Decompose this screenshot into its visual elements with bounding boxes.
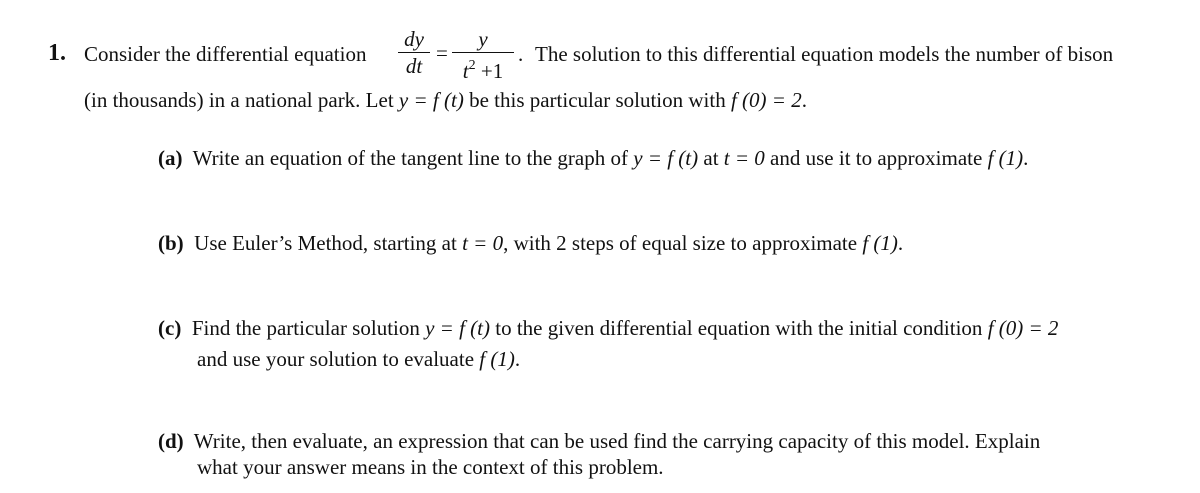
part-d	[158, 428, 1040, 454]
fraction-dy-dt-denominator: dt	[405, 54, 423, 78]
fraction-t2-plus-1-denominator	[452, 55, 514, 82]
part-c-text1: Find the particular solution	[191, 316, 426, 340]
math-y-equals-f-t: y = f (t)	[425, 316, 491, 340]
part-d-line-2	[197, 454, 664, 480]
part-a-label: (a)	[158, 146, 183, 170]
part-c-line2-text: and use your solution to evaluate	[197, 347, 480, 371]
line2-end: .	[801, 88, 807, 112]
line2-mid: be this particular solution with	[463, 88, 731, 112]
part-d-line2-text: what your answer means in the context of this problem.	[197, 455, 664, 479]
part-d-label: (d)	[158, 429, 184, 453]
math-t-equals-0: t = 0	[462, 231, 504, 255]
part-a-text4: .	[1023, 146, 1029, 170]
part-a	[158, 145, 1028, 171]
denominator-exponent: 2	[468, 58, 476, 73]
period: .	[518, 42, 524, 66]
part-b	[158, 230, 903, 256]
math-y-equals-f-t: y = f (t)	[398, 88, 464, 112]
problem-intro-part1: Consider the differential equation	[84, 42, 367, 66]
part-c	[158, 315, 1058, 341]
problem-number: 1.	[48, 40, 66, 66]
part-a-text1: Write an equation of the tangent line to the graph of	[192, 146, 634, 170]
fraction-dy-dt	[398, 28, 430, 77]
denominator-base: t	[462, 59, 469, 83]
part-c-label: (c)	[158, 316, 182, 340]
math-f-of-1: f (1)	[479, 347, 515, 371]
fraction-y-over-t2-plus-1	[452, 28, 514, 82]
part-d-text1: Write, then evaluate, an expression that can be used find the carrying capacity of this model. Explain	[193, 429, 1041, 453]
part-c-text2: to the given differential equation with the initial condition	[490, 316, 988, 340]
part-b-label: (b)	[158, 231, 184, 255]
part-b-text2: , with 2 steps of equal size to approximate	[503, 231, 863, 255]
fraction-bar	[398, 52, 430, 53]
fraction-bar	[452, 52, 514, 53]
part-a-text3: and use it to approximate	[764, 146, 988, 170]
part-b-text3: .	[897, 231, 904, 255]
fraction-dy-dt-numerator: dy	[404, 27, 424, 51]
part-c-line-2	[197, 346, 520, 372]
problem-intro-part2: The solution to this differential equation models the number of bison	[535, 42, 1114, 66]
math-initial-condition: f (0) = 2	[730, 88, 802, 112]
equals-sign: =	[436, 41, 448, 65]
math-y-equals-f-t: y = f (t)	[633, 146, 699, 170]
math-f-of-1: f (1)	[862, 231, 898, 255]
part-a-text2: at	[698, 146, 724, 170]
part-c-line2-end: .	[514, 347, 521, 371]
fraction-y-numerator: y	[478, 27, 488, 51]
line2-text: (in thousands) in a national park. Let	[84, 88, 399, 112]
part-b-text1: Use Euler’s Method, starting at	[194, 231, 463, 255]
problem-line-2	[84, 87, 807, 113]
math-initial-condition: f (0) = 2	[987, 316, 1059, 340]
denominator-rest: +1	[475, 59, 504, 83]
math-t-equals-0: t = 0	[723, 146, 765, 170]
math-f-of-1: f (1)	[987, 146, 1024, 170]
